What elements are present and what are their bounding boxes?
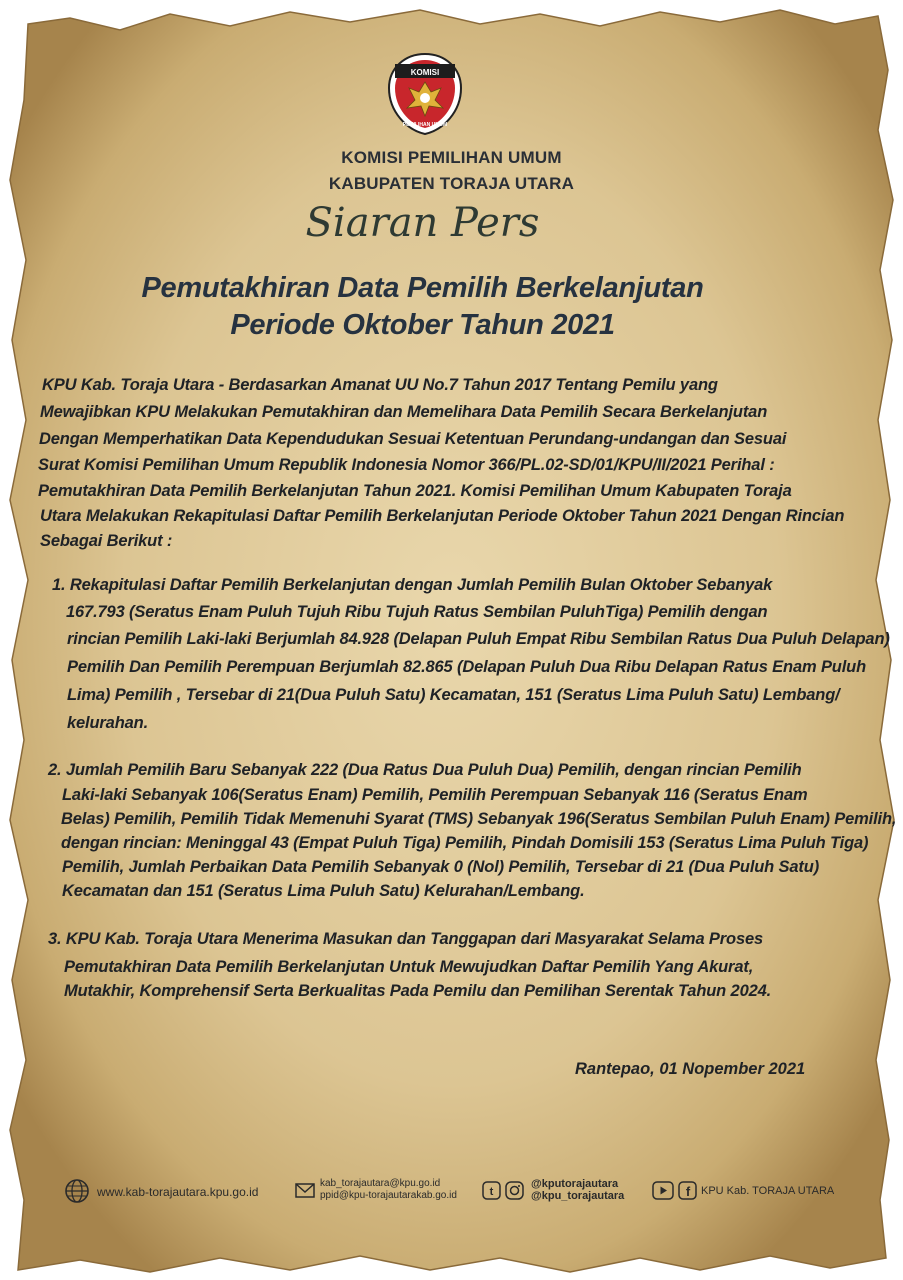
- point1-line: rincian Pemilih Laki-laki Berjumlah 84.928 (Delapan Puluh Empat Ribu Sembilan Ratus Dua Puluh Delapan): [67, 630, 890, 648]
- point2-line: 2. Jumlah Pemilih Baru Sebanyak 222 (Dua Ratus Dua Puluh Dua) Pemilih, dengan rincian Pemilih: [48, 761, 802, 779]
- document-type: Siaran Pers: [305, 200, 540, 246]
- email-link[interactable]: kab_torajautara@kpu.go.id: [320, 1178, 441, 1189]
- kpu-logo: [385, 52, 465, 136]
- intro-line: Mewajibkan KPU Melakukan Pemutakhiran dan Memelihara Data Pemilih Secara Berkelanjutan: [40, 403, 768, 421]
- point2-line: Laki-laki Sebanyak 106(Seratus Enam) Pemilih, Pemilih Perempuan Sebanyak 116 (Seratus Enam: [62, 786, 808, 804]
- facebook-icon: [678, 1181, 697, 1200]
- intro-line: Pemutakhiran Data Pemilih Berkelanjutan Tahun 2021. Komisi Pemilihan Umum Kabupaten Toraja: [38, 482, 792, 500]
- svg-text:f: f: [685, 1184, 691, 1199]
- svg-text:t: t: [489, 1186, 494, 1198]
- point3-line: Pemutakhiran Data Pemilih Berkelanjutan Untuk Mewujudkan Daftar Pemilih Yang Akurat,: [64, 958, 754, 976]
- point2-line: dengan rincian: Meninggal 43 (Empat Puluh Tiga) Pemilih, Pindah Domisili 153 (Seratus Lima Puluh Tiga): [61, 834, 869, 852]
- social-handle[interactable]: @kpu_torajautara: [531, 1190, 625, 1202]
- title-line-2: Periode Oktober Tahun 2021: [230, 309, 615, 341]
- svg-text:PEMILIHAN UMUM: PEMILIHAN UMUM: [402, 122, 448, 128]
- place-date: Rantepao, 01 Nopember 2021: [575, 1060, 806, 1078]
- intro-line: Dengan Memperhatikan Data Kependudukan Sesuai Ketentuan Perundang-undangan dan Sesuai: [39, 430, 787, 448]
- point1-line: 1. Rekapitulasi Daftar Pemilih Berkelanjutan dengan Jumlah Pemilih Bulan Oktober Sebanyak: [52, 576, 773, 594]
- intro-line: Surat Komisi Pemilihan Umum Republik Indonesia Nomor 366/PL.02-SD/01/KPU/II/2021 Perihal :: [38, 456, 775, 474]
- website-link[interactable]: www.kab-torajautara.kpu.go.id: [97, 1185, 259, 1199]
- point3-line: Mutakhir, Komprehensif Serta Berkualitas Pada Pemilu dan Pemilihan Serentak Tahun 2024.: [64, 982, 772, 1000]
- svg-text:KOMISI: KOMISI: [410, 68, 440, 77]
- org-name: KOMISI PEMILIHAN UMUM: [341, 148, 562, 167]
- intro-line: Sebagai Berikut :: [40, 532, 173, 550]
- email-link[interactable]: ppid@kpu-torajautarakab.go.id: [320, 1190, 457, 1201]
- point1-line: kelurahan.: [67, 714, 149, 732]
- intro-line: KPU Kab. Toraja Utara - Berdasarkan Amanat UU No.7 Tahun 2017 Tentang Pemilu yang: [42, 376, 718, 394]
- point3-line: 3. KPU Kab. Toraja Utara Menerima Masukan dan Tanggapan dari Masyarakat Selama Proses: [48, 930, 764, 948]
- title-line-1: Pemutakhiran Data Pemilih Berkelanjutan: [141, 272, 704, 304]
- youtube-icon: [652, 1181, 674, 1200]
- envelope-icon: [295, 1183, 315, 1198]
- point1-line: Lima) Pemilih , Tersebar di 21(Dua Puluh Satu) Kecamatan, 151 (Seratus Lima Puluh Satu) Lembang/: [67, 686, 840, 704]
- social-handle[interactable]: @kputorajautara: [531, 1178, 619, 1190]
- footer: [0, 1175, 903, 1207]
- point2-line: Belas) Pemilih, Pemilih Tidak Memenuhi Syarat (TMS) Sebanyak 196(Seratus Sembilan Puluh Enam) Pemilih,: [61, 810, 897, 828]
- globe-icon: [64, 1178, 90, 1204]
- instagram-icon: [505, 1181, 524, 1200]
- point2-line: Pemilih, Jumlah Perbaikan Data Pemilih Sebanyak 0 (Nol) Pemilih, Tersebar di 21 (Dua Puluh Satu): [62, 858, 820, 876]
- point1-line: 167.793 (Seratus Enam Puluh Tujuh Ribu Tujuh Ratus Sembilan PuluhTiga) Pemilih dengan: [66, 603, 768, 621]
- twitter-icon: [482, 1181, 501, 1200]
- point1-line: Pemilih Dan Pemilih Perempuan Berjumlah 82.865 (Delapan Puluh Dua Ribu Delapan Ratus Enam Puluh: [67, 658, 867, 676]
- channel-name[interactable]: KPU Kab. TORAJA UTARA: [701, 1185, 835, 1197]
- point2-line: Kecamatan dan 151 (Seratus Lima Puluh Satu) Kelurahan/Lembang.: [62, 882, 585, 900]
- org-district: KABUPATEN TORAJA UTARA: [328, 174, 575, 193]
- intro-line: Utara Melakukan Rekapitulasi Daftar Pemilih Berkelanjutan Periode Oktober Tahun 2021 Dengan Rincian: [40, 507, 845, 525]
